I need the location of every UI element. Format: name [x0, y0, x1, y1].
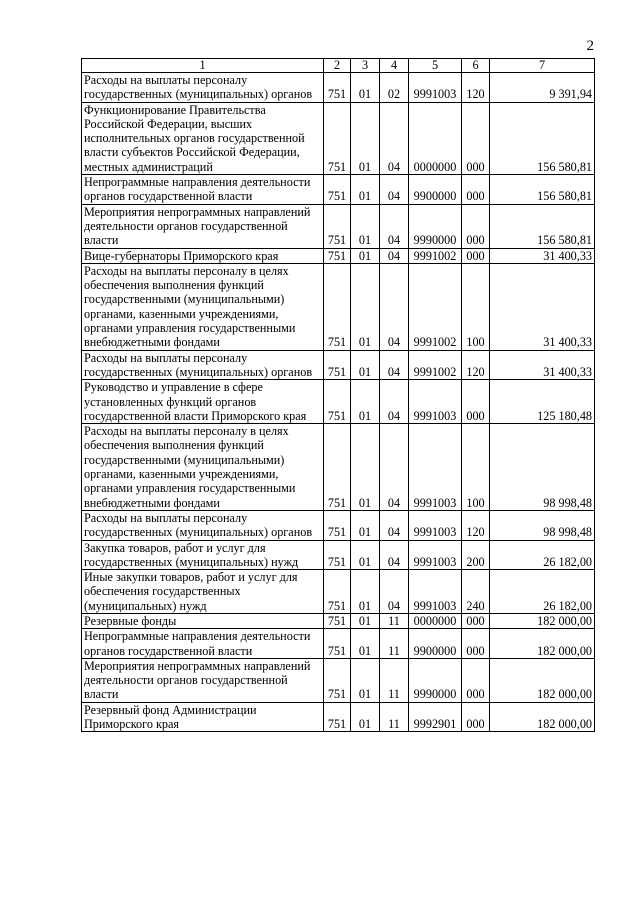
row-c4-cell: 04: [380, 510, 409, 540]
row-name-cell: Резервный фонд Администрации Приморского края: [82, 702, 324, 732]
row-c6-cell: 100: [462, 424, 490, 511]
row-c3-cell: 01: [351, 248, 380, 263]
row-c5-cell: 0000000: [409, 613, 462, 628]
row-c4-cell: 04: [380, 424, 409, 511]
row-name-cell: Расходы на выплаты персоналу государственных (муниципальных) органов: [82, 350, 324, 380]
header-cell-1: 1: [82, 59, 324, 73]
row-c6-cell: 120: [462, 73, 490, 103]
row-c3-cell: 01: [351, 263, 380, 350]
row-c7-cell: 26 182,00: [490, 570, 595, 614]
row-c5-cell: 9991002: [409, 248, 462, 263]
row-c7-cell: 31 400,33: [490, 350, 595, 380]
header-cell-3: 3: [351, 59, 380, 73]
row-c3-cell: 01: [351, 204, 380, 248]
row-c2-cell: 751: [324, 702, 351, 732]
row-c2-cell: 751: [324, 629, 351, 659]
row-c3-cell: 01: [351, 540, 380, 570]
row-c4-cell: 04: [380, 380, 409, 424]
row-name-cell: Резервные фонды: [82, 613, 324, 628]
page-number: 2: [586, 38, 594, 54]
row-c5-cell: 9991002: [409, 263, 462, 350]
row-c7-cell: 9 391,94: [490, 73, 595, 103]
row-c6-cell: 000: [462, 248, 490, 263]
table-row: [82, 175, 595, 205]
row-c6-cell: 000: [462, 175, 490, 205]
table-row: [82, 540, 595, 570]
row-name-cell: Вице-губернаторы Приморского края: [82, 248, 324, 263]
budget-table: [81, 58, 595, 732]
row-name-cell: Закупка товаров, работ и услуг для государственных (муниципальных) нужд: [82, 540, 324, 570]
row-c4-cell: 02: [380, 73, 409, 103]
row-c6-cell: 240: [462, 570, 490, 614]
table-row: [82, 629, 595, 659]
header-cell-4: 4: [380, 59, 409, 73]
row-c3-cell: 01: [351, 613, 380, 628]
row-c2-cell: 751: [324, 263, 351, 350]
row-c2-cell: 751: [324, 510, 351, 540]
row-c5-cell: 9992901: [409, 702, 462, 732]
row-c3-cell: 01: [351, 424, 380, 511]
row-c7-cell: 182 000,00: [490, 702, 595, 732]
row-c6-cell: 100: [462, 263, 490, 350]
row-c5-cell: 9991003: [409, 380, 462, 424]
row-name-cell: Иные закупки товаров, работ и услуг для обеспечения государственных (муниципальных) нужд: [82, 570, 324, 614]
row-c5-cell: 9991003: [409, 424, 462, 511]
row-name-cell: Непрограммные направления деятельности органов государственной власти: [82, 175, 324, 205]
row-c3-cell: 01: [351, 73, 380, 103]
table-row: [82, 263, 595, 350]
row-c4-cell: 11: [380, 629, 409, 659]
row-c4-cell: 11: [380, 613, 409, 628]
header-cell-5: 5: [409, 59, 462, 73]
table-body: [82, 59, 595, 732]
row-c6-cell: 000: [462, 102, 490, 174]
row-c5-cell: 9900000: [409, 175, 462, 205]
row-c5-cell: 9991002: [409, 350, 462, 380]
row-c3-cell: 01: [351, 658, 380, 702]
row-name-cell: Мероприятия непрограммных направлений деятельности органов государственной власти: [82, 204, 324, 248]
row-c3-cell: 01: [351, 570, 380, 614]
table-row: [82, 570, 595, 614]
table-row: [82, 702, 595, 732]
row-c4-cell: 04: [380, 204, 409, 248]
row-c7-cell: 98 998,48: [490, 424, 595, 511]
row-c3-cell: 01: [351, 175, 380, 205]
row-c2-cell: 751: [324, 613, 351, 628]
row-c2-cell: 751: [324, 102, 351, 174]
row-c7-cell: 156 580,81: [490, 102, 595, 174]
row-c2-cell: 751: [324, 570, 351, 614]
table-row: [82, 248, 595, 263]
row-name-cell: Расходы на выплаты персоналу государственных (муниципальных) органов: [82, 73, 324, 103]
row-c3-cell: 01: [351, 629, 380, 659]
row-c4-cell: 04: [380, 540, 409, 570]
row-c7-cell: 31 400,33: [490, 263, 595, 350]
row-c4-cell: 11: [380, 702, 409, 732]
row-c7-cell: 156 580,81: [490, 204, 595, 248]
row-c6-cell: 000: [462, 380, 490, 424]
row-c5-cell: 0000000: [409, 102, 462, 174]
row-name-cell: Руководство и управление в сфере установленных функций органов государственной власти Приморского края: [82, 380, 324, 424]
row-c6-cell: 000: [462, 204, 490, 248]
table-row: [82, 424, 595, 511]
row-c7-cell: 182 000,00: [490, 658, 595, 702]
row-c2-cell: 751: [324, 73, 351, 103]
row-c2-cell: 751: [324, 424, 351, 511]
table-row: [82, 658, 595, 702]
row-c4-cell: 04: [380, 263, 409, 350]
row-c7-cell: 182 000,00: [490, 629, 595, 659]
row-c4-cell: 04: [380, 175, 409, 205]
row-c2-cell: 751: [324, 175, 351, 205]
row-c2-cell: 751: [324, 658, 351, 702]
header-row: [82, 59, 595, 73]
row-c7-cell: 156 580,81: [490, 175, 595, 205]
row-c2-cell: 751: [324, 540, 351, 570]
row-name-cell: Расходы на выплаты персоналу в целях обеспечения выполнения функций государственными (муниципальными) органами, казенными учреждениями, органами управления государственными внебюджетными фондами: [82, 424, 324, 511]
row-c5-cell: 9991003: [409, 73, 462, 103]
table-row: [82, 510, 595, 540]
table-row: [82, 380, 595, 424]
row-name-cell: Расходы на выплаты персоналу государственных (муниципальных) органов: [82, 510, 324, 540]
row-c3-cell: 01: [351, 350, 380, 380]
row-c6-cell: 000: [462, 658, 490, 702]
row-c4-cell: 04: [380, 350, 409, 380]
row-c7-cell: 26 182,00: [490, 540, 595, 570]
row-c2-cell: 751: [324, 350, 351, 380]
row-c2-cell: 751: [324, 204, 351, 248]
row-c5-cell: 9900000: [409, 629, 462, 659]
row-c4-cell: 04: [380, 570, 409, 614]
header-cell-2: 2: [324, 59, 351, 73]
row-c3-cell: 01: [351, 510, 380, 540]
row-c5-cell: 9990000: [409, 204, 462, 248]
row-c6-cell: 000: [462, 629, 490, 659]
header-cell-6: 6: [462, 59, 490, 73]
table-row: [82, 350, 595, 380]
row-c5-cell: 9991003: [409, 540, 462, 570]
row-c6-cell: 000: [462, 702, 490, 732]
row-c7-cell: 31 400,33: [490, 248, 595, 263]
row-c4-cell: 04: [380, 248, 409, 263]
row-c3-cell: 01: [351, 102, 380, 174]
row-c4-cell: 11: [380, 658, 409, 702]
row-c2-cell: 751: [324, 380, 351, 424]
row-c2-cell: 751: [324, 248, 351, 263]
row-c5-cell: 9991003: [409, 510, 462, 540]
row-c6-cell: 120: [462, 350, 490, 380]
row-c5-cell: 9990000: [409, 658, 462, 702]
table-row: [82, 73, 595, 103]
row-c6-cell: 200: [462, 540, 490, 570]
row-c3-cell: 01: [351, 702, 380, 732]
row-name-cell: Функционирование Правительства Российской Федерации, высших исполнительных органов государственной власти субъектов Российской Федерации, местных администраций: [82, 102, 324, 174]
row-c7-cell: 125 180,48: [490, 380, 595, 424]
row-name-cell: Непрограммные направления деятельности органов государственной власти: [82, 629, 324, 659]
row-name-cell: Расходы на выплаты персоналу в целях обеспечения выполнения функций государственными (муниципальными) органами, казенными учреждениями, органами управления государственными внебюджетными фондами: [82, 263, 324, 350]
row-c5-cell: 9991003: [409, 570, 462, 614]
table-row: [82, 204, 595, 248]
table-row: [82, 613, 595, 628]
row-c3-cell: 01: [351, 380, 380, 424]
table-row: [82, 102, 595, 174]
header-cell-7: 7: [490, 59, 595, 73]
row-c7-cell: 98 998,48: [490, 510, 595, 540]
row-name-cell: Мероприятия непрограммных направлений деятельности органов государственной власти: [82, 658, 324, 702]
row-c7-cell: 182 000,00: [490, 613, 595, 628]
row-c6-cell: 120: [462, 510, 490, 540]
row-c6-cell: 000: [462, 613, 490, 628]
row-c4-cell: 04: [380, 102, 409, 174]
